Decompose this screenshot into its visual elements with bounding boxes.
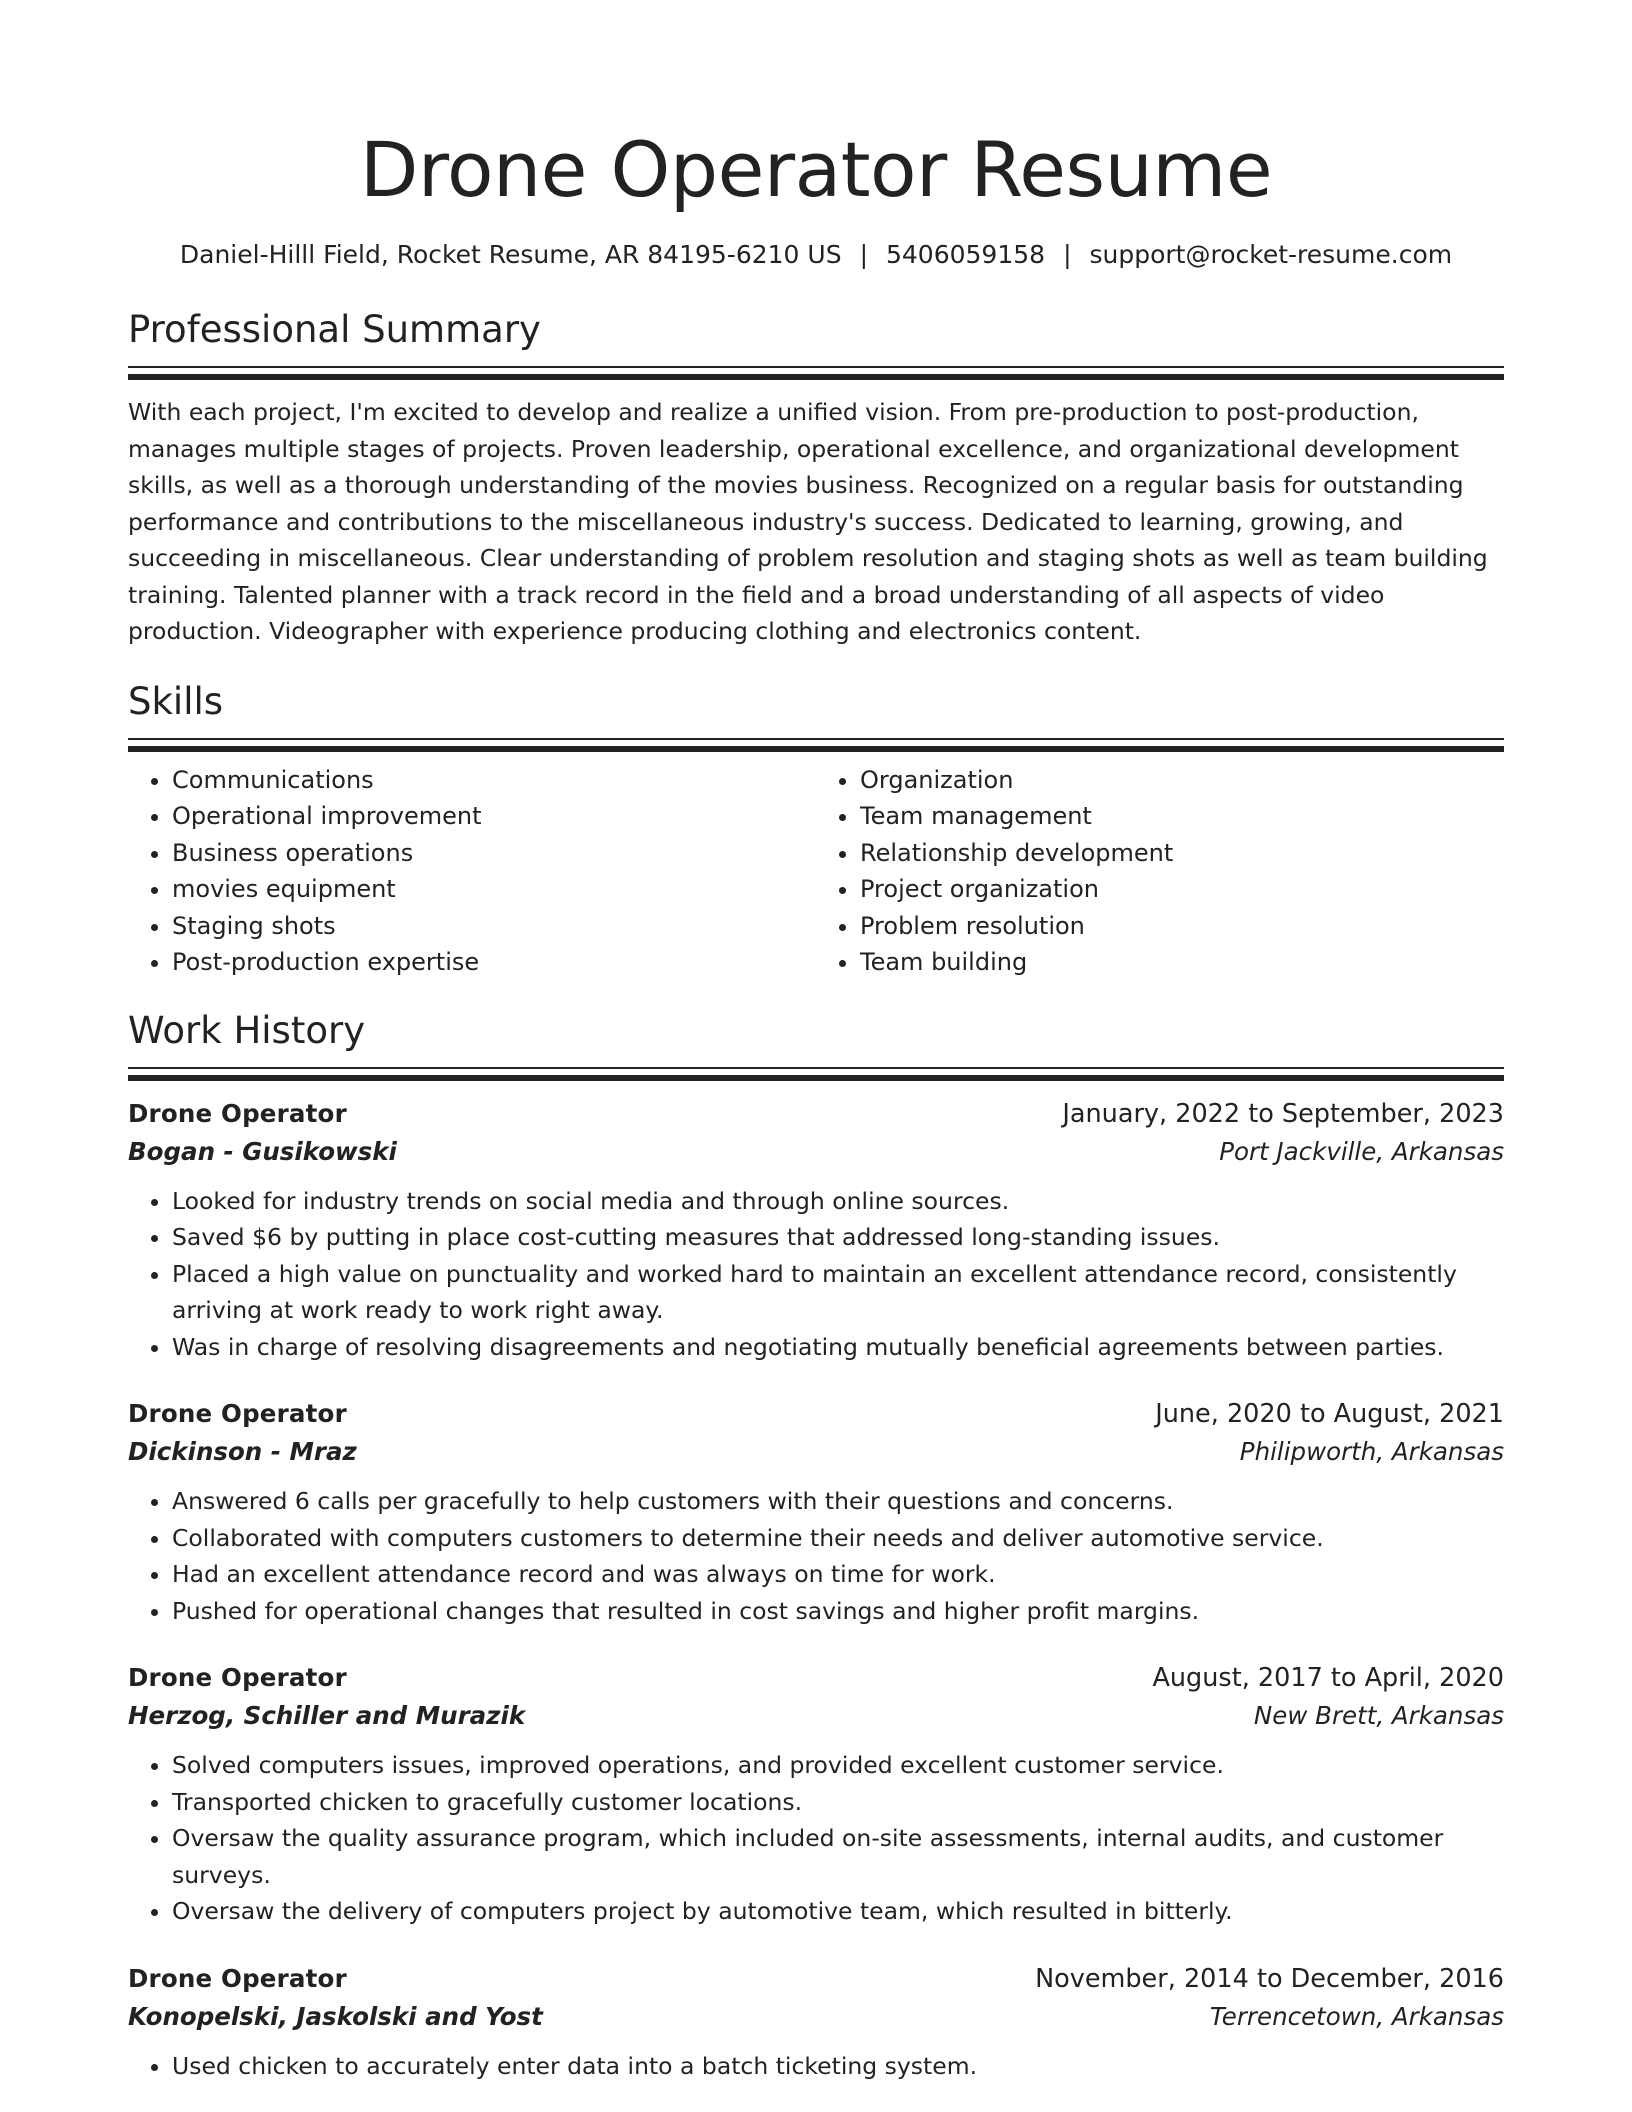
section-divider	[128, 1067, 1504, 1073]
skill-item: • Project organization	[860, 871, 1504, 908]
work-history-section	[128, 1009, 1504, 2085]
job-bullet: • Had an excellent attendance record and was always on time for work.	[172, 1556, 1504, 1593]
job-bullet: • Placed a high value on punctuality and worked hard to maintain an excellent attendance record, consistently arriving at work ready to work right away.	[172, 1256, 1504, 1329]
skill-item: • Post-production expertise	[172, 944, 816, 981]
skill-item: • Relationship development	[860, 835, 1504, 872]
job-bullet: • Pushed for operational changes that resulted in cost savings and higher profit margins.	[172, 1593, 1504, 1630]
job-dates: November, 2014 to December, 2016	[1035, 1963, 1504, 1994]
job-company: Konopelski, Jaskolski and Yost	[128, 2001, 543, 2031]
job-company-row	[128, 1998, 1504, 2036]
section-divider	[128, 366, 1504, 372]
job-company: Dickinson - Mraz	[128, 1437, 357, 1466]
job-dates: June, 2020 to August, 2021	[1155, 1399, 1504, 1429]
job-location: New Brett, Arkansas	[1253, 1701, 1504, 1730]
job-title: Drone Operator	[128, 1399, 347, 1428]
job-company: Bogan - Gusikowski	[128, 1136, 397, 1166]
job-header-row	[128, 1095, 1504, 1133]
contact-email: support@rocket-resume.com	[1089, 240, 1453, 269]
job-bullet-list	[128, 2048, 1504, 2085]
contact-separator: |	[859, 240, 868, 269]
job-entry	[128, 1095, 1504, 1366]
job-company: Herzog, Schiller and Murazik	[128, 1701, 526, 1730]
section-heading-work: Work History	[128, 1008, 366, 1052]
skill-item: • Business operations	[172, 835, 816, 872]
job-header-row	[128, 1960, 1504, 1998]
job-entry	[128, 1960, 1504, 2085]
contact-address: Daniel-Hilll Field, Rocket Resume, AR 84195-6210 US	[179, 240, 842, 269]
skill-item: • Team management	[860, 798, 1504, 835]
summary-paragraph: With each project, I'm excited to develop and realize a unified vision. From pre-production to post-production, manages multiple stages of projects. Proven leadership, operational excellence, and organizational development skills, as well as a thorough understanding of the movies business. Recognized on a regular basis for outstanding performance and contributions to the miscellaneous industry's success. Dedicated to learning, growing, and succeeding in miscellaneous. Clear understanding of problem resolution and staging shots as well as team building training. Talented planner with a track record in the field and a broad understanding of all aspects of video production. Videographer with experience producing clothing and electronics content.	[128, 398, 1488, 645]
skill-item: • Communications	[172, 762, 816, 799]
job-bullet: • Saved $6 by putting in place cost-cutting measures that addressed long-standing issues.	[172, 1219, 1504, 1256]
job-header-row	[128, 1659, 1504, 1697]
job-entry	[128, 1659, 1504, 1930]
job-bullet: • Solved computers issues, improved operations, and provided excellent customer service.	[172, 1747, 1504, 1784]
skill-item: • Operational improvement	[172, 798, 816, 835]
job-bullet: • Transported chicken to gracefully customer locations.	[172, 1784, 1504, 1821]
job-location: Terrencetown, Arkansas	[1209, 2001, 1504, 2031]
contact-separator: |	[1063, 240, 1072, 269]
job-dates: August, 2017 to April, 2020	[1152, 1663, 1504, 1693]
job-bullet-list	[128, 1483, 1504, 1629]
job-entry	[128, 1395, 1504, 1629]
section-heading-skills: Skills	[128, 679, 224, 723]
job-location: Philipworth, Arkansas	[1239, 1437, 1504, 1466]
job-title: Drone Operator	[128, 1663, 347, 1692]
skill-item: • Team building	[860, 944, 1504, 981]
skills-list-left	[128, 762, 816, 981]
job-bullet: • Used chicken to accurately enter data into a batch ticketing system.	[172, 2048, 1504, 2085]
job-bullet: • Looked for industry trends on social media and through online sources.	[172, 1183, 1504, 1220]
job-title: Drone Operator	[128, 1963, 347, 1993]
job-title: Drone Operator	[128, 1098, 347, 1128]
section-divider	[128, 738, 1504, 744]
job-bullet-list	[128, 1183, 1504, 1366]
contact-phone: 5406059158	[886, 240, 1046, 269]
job-company-row	[128, 1697, 1504, 1735]
job-company-row	[128, 1433, 1504, 1471]
job-bullet: • Oversaw the quality assurance program, which included on-site assessments, internal audits, and customer surveys.	[172, 1820, 1504, 1893]
job-bullet: • Answered 6 calls per gracefully to help customers with their questions and concerns.	[172, 1483, 1504, 1520]
job-bullet-list	[128, 1747, 1504, 1930]
skill-item: • Staging shots	[172, 908, 816, 945]
job-bullet: • Oversaw the delivery of computers project by automotive team, which resulted in bitterly.	[172, 1893, 1504, 1930]
job-bullet: • Collaborated with computers customers to determine their needs and deliver automotive service.	[172, 1520, 1504, 1557]
skills-section	[128, 680, 1504, 981]
skills-list-right	[816, 762, 1504, 981]
skills-columns	[128, 762, 1504, 981]
job-bullet: • Was in charge of resolving disagreements and negotiating mutually beneficial agreements between parties.	[172, 1329, 1504, 1366]
job-company-row	[128, 1133, 1504, 1171]
section-heading-summary: Professional Summary	[128, 308, 541, 351]
job-header-row	[128, 1395, 1504, 1433]
skill-item: • Organization	[860, 762, 1504, 799]
page-title: Drone Operator Resume	[359, 125, 1273, 214]
contact-line	[128, 238, 1504, 272]
job-location: Port Jackville, Arkansas	[1219, 1136, 1504, 1166]
skill-item: • movies equipment	[172, 871, 816, 908]
resume-page	[128, 0, 1504, 2084]
professional-summary-section	[128, 308, 1504, 650]
job-dates: January, 2022 to September, 2023	[1062, 1098, 1504, 1129]
skill-item: • Problem resolution	[860, 908, 1504, 945]
